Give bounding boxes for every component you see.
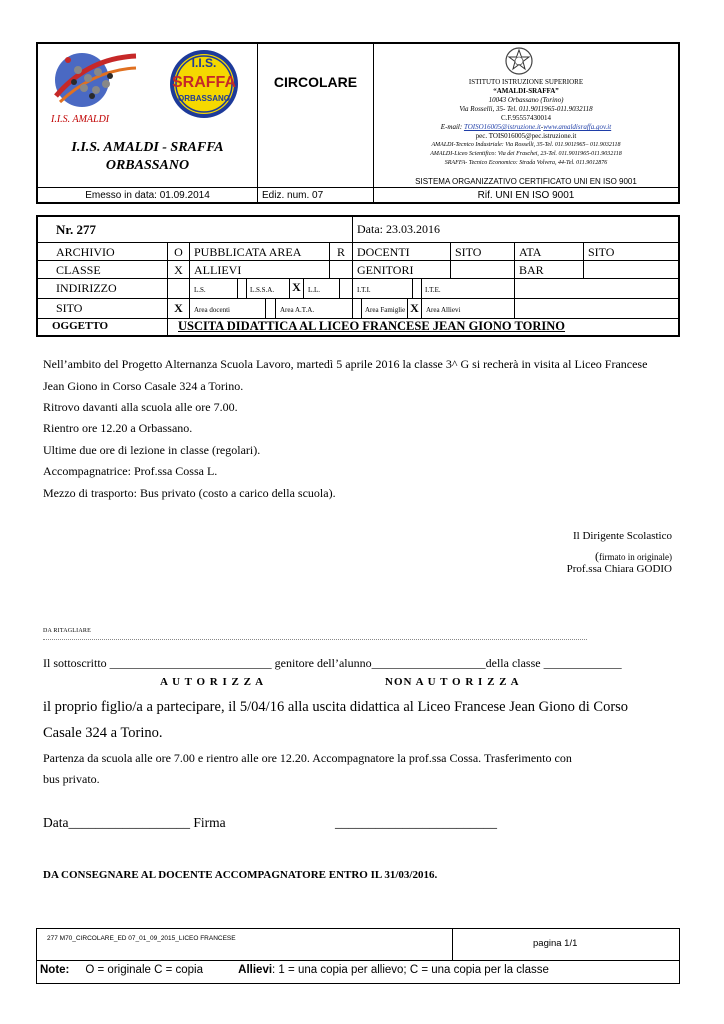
sede-amaldi: AMALDI-Tecnico Industriale: Via Rosselli, 35-Tel. 011.9011965– 011.9032118 bbox=[431, 142, 621, 148]
cell-genitori-sito bbox=[451, 261, 515, 279]
cell-allievi: ALLIEVI bbox=[190, 261, 330, 279]
sraffa-logo-main: SRAFFA bbox=[172, 74, 236, 91]
header-box bbox=[36, 42, 680, 204]
contact-email-line bbox=[374, 123, 678, 132]
circolare-number: Nr. 277 bbox=[38, 217, 353, 243]
pec-address: pec. TOIS016005@pec.istruzione.it bbox=[475, 132, 577, 140]
cell-archivio: ARCHIVIO bbox=[38, 243, 168, 261]
cell-allievi-mark bbox=[330, 261, 353, 279]
cell-row4-empty bbox=[515, 299, 678, 319]
cell-iti: I.T.I. bbox=[353, 279, 413, 299]
sraffa-logo-top: I.I.S. bbox=[191, 56, 217, 70]
certification-line: SISTEMA ORGANIZZATIVO CERTIFICATO UNI EN ISO 9001 bbox=[415, 177, 637, 186]
sede-sraffa: SRAFFA- Tecnico Economico: Strada Volvera, 44-Tel. 011.9012876 bbox=[444, 160, 608, 166]
body-p5: Accompagnatrice: Prof.ssa Cossa L. bbox=[43, 464, 218, 478]
cell-classe: CLASSE bbox=[38, 261, 168, 279]
website-link[interactable]: www.amaldisraffa.gov.it bbox=[543, 123, 612, 131]
cell-indirizzo-mark bbox=[168, 279, 190, 299]
sede-liceo: AMALDI-Liceo Scientifico: Via dei Fraschei, 23-Tel. 011.9011965-011.9032118 bbox=[430, 151, 622, 157]
address-street: Via Rosselli, 35- Tel. 011.9011965-011.9032118 bbox=[459, 105, 593, 113]
cell-indirizzo: INDIRIZZO bbox=[38, 279, 168, 299]
firma-underline: ________________________ bbox=[335, 815, 497, 830]
body-p1b: Jean Giono in Corso Casale 324 a Torino. bbox=[43, 379, 244, 393]
signature-name: Prof.ssa Chiara GODIO bbox=[566, 563, 672, 575]
cell-bar-sito bbox=[584, 261, 678, 279]
cell-row3-empty bbox=[515, 279, 678, 299]
cell-docenti-sito: SITO bbox=[451, 243, 515, 261]
legend-line bbox=[40, 964, 549, 976]
cell-pubblicata-mark: R bbox=[330, 243, 353, 261]
email-prefix: E-mail: bbox=[440, 123, 464, 131]
signature-paren: ( bbox=[595, 549, 600, 563]
legend-note-label: Note: bbox=[40, 964, 70, 976]
institute-info bbox=[374, 78, 678, 168]
cell-ls: L.S. bbox=[190, 279, 238, 299]
cell-area-famiglie: Area Famiglie bbox=[361, 299, 408, 319]
data-firma-line: Data__________________ Firma bbox=[43, 815, 226, 830]
body-p4: Ultime due ore di lezione in classe (regolari). bbox=[43, 443, 261, 457]
institute-name: “AMALDI-SRAFFA” bbox=[493, 87, 559, 95]
cell-lssa: L.S.S.A. bbox=[246, 279, 290, 299]
cell-sito-mark: X bbox=[168, 299, 190, 319]
cell-ll-mark bbox=[340, 279, 353, 299]
circolare-table bbox=[36, 215, 680, 337]
cell-ll: L.L. bbox=[304, 279, 340, 299]
emesso-date: Emesso in data: 01.09.2014 bbox=[85, 190, 210, 201]
non-autorizza-label: NON A U T O R I Z Z A bbox=[385, 676, 520, 688]
cell-classe-mark: X bbox=[168, 261, 190, 279]
republic-emblem-icon bbox=[504, 46, 534, 76]
fiscal-code: C.F.95557430014 bbox=[500, 114, 551, 122]
footer-page-text: pagina 1/1 bbox=[533, 938, 578, 949]
edizione-number: Ediz. num. 07 bbox=[262, 190, 324, 201]
cell-pubblicata-area: PUBBLICATA AREA bbox=[190, 243, 330, 261]
email-separator: - bbox=[540, 123, 544, 131]
cell-area-famiglie-mark: X bbox=[408, 299, 422, 319]
institute-title: ISTITUTO ISTRUZIONE SUPERIORE bbox=[468, 78, 584, 86]
cell-ite: I.T.E. bbox=[421, 279, 515, 299]
legend-allievi-text: : 1 = una copia per allievo; C = una copia per la classe bbox=[272, 964, 549, 976]
oggetto-label: OGGETTO bbox=[38, 319, 168, 335]
amaldi-logo bbox=[48, 48, 140, 118]
signature-note-line bbox=[540, 549, 672, 564]
cell-sito: SITO bbox=[38, 299, 168, 319]
address-city: 10043 Orbassano (Torino) bbox=[488, 96, 564, 104]
cut-label: DA RITAGLIARE bbox=[43, 628, 91, 634]
cell-area-docenti-mark bbox=[266, 299, 276, 319]
school-name-line1: I.I.S. AMALDI - SRAFFA bbox=[71, 140, 224, 155]
cell-ata: ATA bbox=[515, 243, 584, 261]
cell-bar: BAR bbox=[515, 261, 584, 279]
body-p6: Mezzo di trasporto: Bus privato (costo a carico della scuola). bbox=[43, 486, 336, 500]
body-p2: Ritrovo davanti alla scuola alle ore 7.00. bbox=[43, 400, 238, 414]
cell-genitori: GENITORI bbox=[353, 261, 451, 279]
iso-reference: Rif. UNI EN ISO 9001 bbox=[477, 190, 575, 201]
legend-note-text: O = originale C = copia bbox=[85, 964, 203, 976]
consent-big-line1: il proprio figlio/a a partecipare, il 5/04/16 alla uscita didattica al Liceo Francese Jean Giono di Corso bbox=[43, 699, 629, 715]
cell-archivio-mark: O bbox=[168, 243, 190, 261]
consent-big-line2: Casale 324 a Torino. bbox=[43, 725, 163, 741]
signature-note: firmato in originale) bbox=[599, 552, 672, 562]
amaldi-logo-label: I.I.S. AMALDI bbox=[51, 114, 110, 125]
footer-file-ref: 277 M70_CIRCOLARE_ED 07_01_09_2015_LICEO FRANCESE bbox=[47, 935, 236, 942]
sraffa-logo-bottom: ORBASSANO bbox=[177, 94, 230, 103]
body-p1a: Nell’ambito del Progetto Alternanza Scuola Lavoro, martedì 5 aprile 2016 la classe 3^ G si recherà in visita al Liceo Francese bbox=[43, 357, 648, 371]
email-link[interactable]: TOISO16005@istruzione.it bbox=[463, 123, 541, 131]
legend-allievi-label: Allievi bbox=[238, 964, 273, 976]
consent-detail-line2: bus privato. bbox=[43, 772, 100, 786]
cell-docenti: DOCENTI bbox=[353, 243, 451, 261]
doc-type-title: CIRCOLARE bbox=[273, 74, 358, 90]
signature-title: Il Dirigente Scolastico bbox=[573, 530, 672, 542]
cut-line bbox=[43, 639, 587, 640]
consegna-notice: DA CONSEGNARE AL DOCENTE ACCOMPAGNATORE ENTRO IL 31/03/2016. bbox=[43, 869, 438, 881]
cell-area-docenti: Area docenti bbox=[190, 299, 266, 319]
consent-form-line: Il sottoscritto ___________________________ genitore dell’alunno___________________della classe _____________ bbox=[43, 656, 622, 670]
autorizza-label: A U T O R I Z Z A bbox=[160, 676, 265, 688]
school-name-line2: ORBASSANO bbox=[105, 158, 190, 173]
cell-ata-sito: SITO bbox=[584, 243, 678, 261]
cell-area-ata: Area A.T.A. bbox=[276, 299, 353, 319]
circolare-date: Data: 23.03.2016 bbox=[353, 217, 678, 243]
footer-page bbox=[533, 938, 577, 949]
oggetto-value: USCITA DIDATTICA AL LICEO FRANCESE JEAN GIONO TORINO bbox=[178, 319, 566, 333]
cell-area-allievi: Area Allievi bbox=[422, 299, 515, 319]
cell-lssa-mark: X bbox=[290, 279, 304, 299]
body-p3: Rientro ore 12.20 a Orbassano. bbox=[43, 421, 193, 435]
consent-detail-line1: Partenza da scuola alle ore 7.00 e rientro alle ore 12.20. Accompagnatore la prof.ssa Cossa. Trasferimento con bbox=[43, 751, 572, 765]
